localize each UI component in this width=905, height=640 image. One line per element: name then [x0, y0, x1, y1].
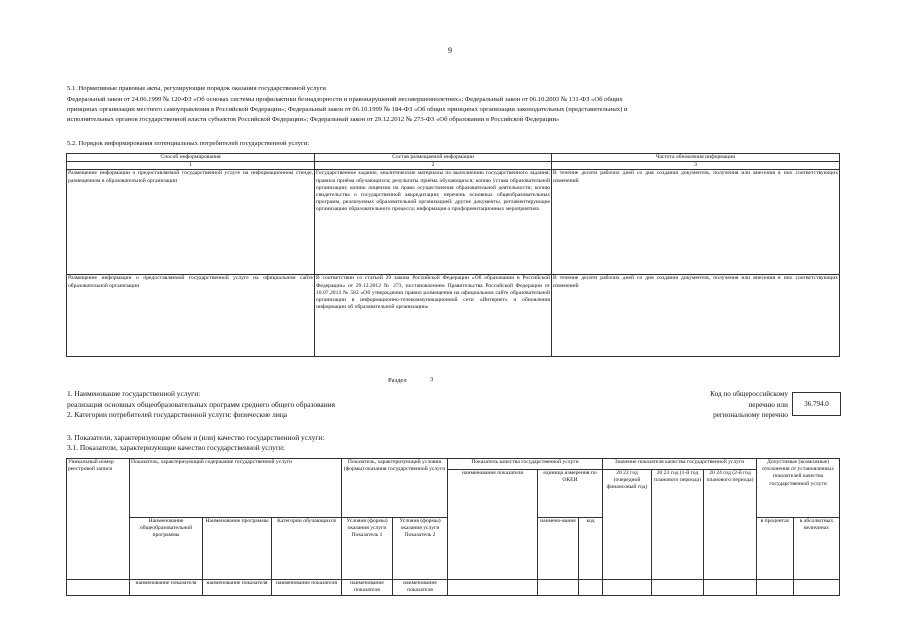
- quality-table: [66, 458, 840, 596]
- header-deviation-absolute: в абсолютных величинах: [794, 518, 840, 580]
- code-label-2: перечню или: [748, 401, 788, 409]
- header-student-category: Категории обучающихся: [272, 518, 342, 580]
- service-name: реализация основных общеобразовательных программ среднего общего образования: [67, 400, 336, 409]
- informing-table: [66, 153, 840, 357]
- header-service-conditions: Показатель, характеризующий условия (формы) оказания государственной услуги: [342, 459, 448, 518]
- code-label-3: региональному перечню: [713, 411, 788, 419]
- informing-method: Размещение информации о предоставляемой государственной услуге на официальном сайте образовательной организации: [67, 275, 315, 357]
- informing-row: [67, 170, 840, 275]
- informing-frequency: В течение десяти рабочих дней со дня создания документов, получения или внесения в них соответствующих изменений: [552, 170, 840, 275]
- informing-frequency: В течение десяти рабочих дней со дня создания документов, получения или внесения в них соответствующих изменений: [552, 275, 840, 357]
- indicator-name: наименование показателя: [342, 580, 393, 596]
- indicators-subtitle: 3.1. Показатели, характеризующие качество государственной услуги:: [67, 443, 285, 452]
- header-condition-1: Условия (формы) оказания услуги Показатель 1: [342, 518, 393, 580]
- code-label-1: Код по общероссийскому: [710, 390, 788, 398]
- informing-header-row: [67, 154, 840, 162]
- service-name-label: 1. Наименование государственной услуги:: [67, 389, 201, 398]
- header-year-2: 20 23 год (1-й год планового периода): [652, 470, 704, 580]
- informing-method: Размещение информации о предоставляемой государственной услуге на информационном стенде, размещенном в образовательной организации: [67, 170, 315, 275]
- service-code-box: 36.794.0: [792, 392, 841, 416]
- s51-line-3: исполнительных органов государственной власти субъектов Российской Федерации»; Федеральный закон от 29.12.2012 № 273-ФЗ «Об образовании в Российской Федерации»: [67, 116, 560, 123]
- header-quality-indicator: Показатель качества государственной услуги: [448, 459, 603, 470]
- col-number: 3: [552, 162, 840, 170]
- s51-title: 5.1. Нормативные правовые акты, регулирующие порядок оказания государственной услуги: [67, 85, 326, 92]
- header-method: Способ информирования: [67, 154, 315, 162]
- header-indicator-values: Значение показателя качества государственной услуги: [603, 459, 757, 470]
- section-number: 3: [430, 376, 434, 383]
- indicator-name: наименование показателя: [393, 580, 448, 596]
- header-unit-name: наимено-вание: [538, 518, 579, 580]
- indicator-name: наименование показателя: [130, 580, 203, 596]
- header-unique-number: Уникальный номер реестровой записи: [67, 459, 130, 580]
- indicators-title: 3. Показатели, характеризующие объем и (или) качество государственной услуги:: [67, 433, 325, 442]
- header-condition-2: Условия (формы) оказания услуги Показатель 2: [393, 518, 448, 580]
- header-year-3: 20 24 год (2-й год планового периода): [704, 470, 757, 580]
- header-program-name: Наименование общеобразовательной программы: [130, 518, 203, 580]
- s51-line-1: Федеральный закон от 24.06.1999 № 120-ФЗ «Об основах системы профилактики безнадзорности и правонарушений несовершеннолетних»; Федеральный закон от 06.10.2003 № 131-ФЗ «Об общих: [67, 96, 623, 103]
- s52-title: 5.2. Порядок информирования потенциальных потребителей государственной услуги:: [67, 140, 310, 147]
- header-deviation-percent: в процентах: [757, 518, 794, 580]
- col-number: 2: [315, 162, 552, 170]
- header-year-1: 20 22 год (очередной финансовый год): [603, 470, 652, 580]
- header-program: Наименование программы: [203, 518, 272, 580]
- indicator-name: наименование показателя: [203, 580, 272, 596]
- s51-line-2: принципах организации местного самоуправления в Российской Федерации»; Федеральный закон от 06.10.1999 № 184-ФЗ «Об общих принципах организации законодательных (представительных) и: [67, 106, 628, 113]
- page-number: 9: [448, 46, 452, 55]
- header-content: Состав размещаемой информации: [315, 154, 552, 162]
- section-label: Раздел: [388, 377, 407, 384]
- header-service-content: Показатель, характеризующий содержание государственной услуги: [130, 459, 342, 518]
- informing-number-row: [67, 162, 840, 170]
- service-category: 2. Категории потребителей государственной услуги: физические лица: [67, 410, 288, 419]
- header-indicator-name: наименование показателя: [448, 470, 538, 580]
- informing-content: Государственное задание, аналитические материалы по выполнению государственного задания; правила приёма обучающихся; результаты приёма обучающихся; копию устава образовательной организации; копию лицензии на право осуществления образовательной деятельности; копию свидетельства о государственной аккредитации; перечень основных общеобразовательных программ, реализуемых образовательной организацией; другие документы, регламентирующие организацию образовательного процесса; информация о профориентационных мероприятиях: [315, 170, 552, 275]
- col-number: 1: [67, 162, 315, 170]
- indicator-name: наименование показателя: [272, 580, 342, 596]
- informing-content: В соответствии со статьей 29 закона Российской Федерации «Об образовании в Российской Федерации» от 29.12.2012 № 273, постановлением Правительства Российской Федерации от 10.07.2013 № 582 «Об утверждении правил размещения на официальном сайте образовательной организации в информационно-телекоммуникационной сети «Интернет» и обновления информации об образовательной организации»: [315, 275, 552, 357]
- header-allowed-deviation: Допустимые (возможные) отклонения от установленных показателей качества государственной услуги: [757, 459, 840, 518]
- quality-header-row: [67, 459, 840, 470]
- header-frequency: Частота обновления информации: [552, 154, 840, 162]
- header-unit: единица измерения по ОКЕИ: [538, 470, 603, 518]
- header-unit-code: код: [579, 518, 603, 580]
- informing-row: [67, 275, 840, 357]
- quality-indicator-row: [67, 580, 840, 596]
